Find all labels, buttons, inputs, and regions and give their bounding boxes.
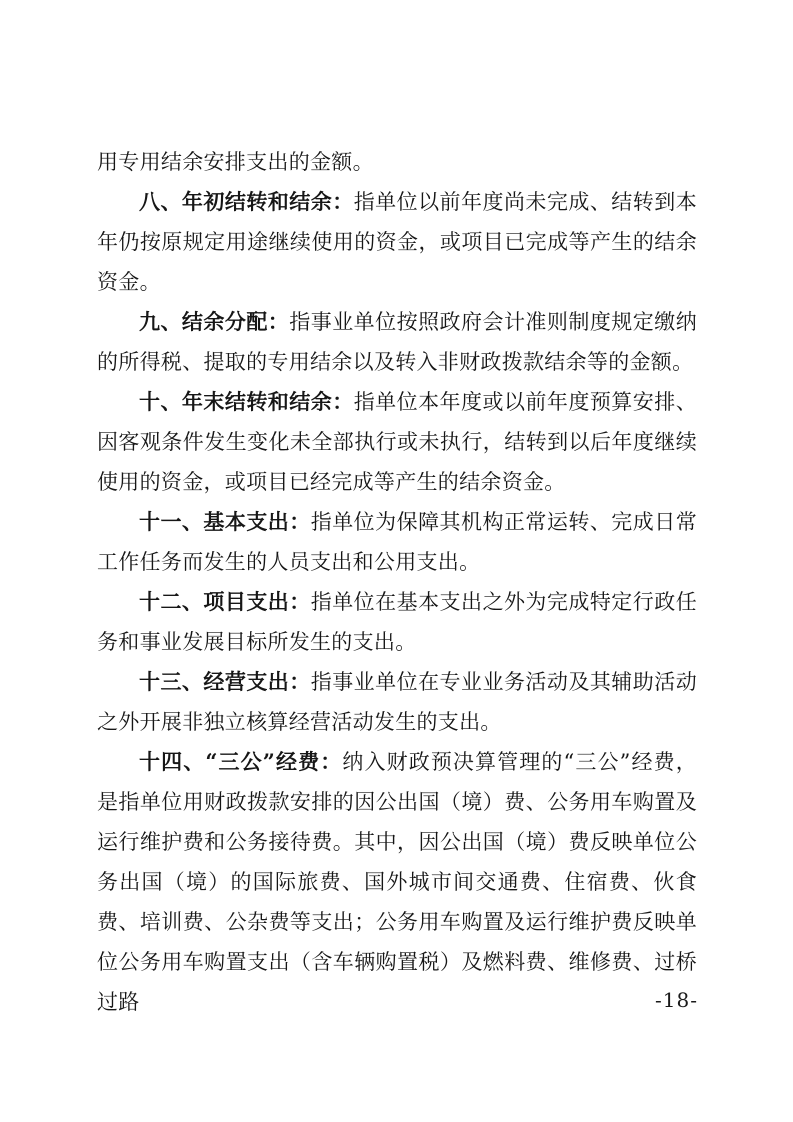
paragraph (97, 502, 697, 582)
paragraph-body: 指事业单位按照政府会计准则制度规定缴纳的所得税、提取的专用结余以及转入非财政拨款结余等的金额。 (97, 310, 697, 374)
paragraph-lead: 十一、基本支出： (139, 509, 311, 534)
page-number: -18- (655, 988, 698, 1012)
paragraph (97, 582, 697, 662)
paragraph-body: 指单位为保障其机构正常运转、完成日常工作任务而发生的人员支出和公用支出。 (97, 510, 697, 574)
paragraph-body: 用专用结余安排支出的金额。 (97, 150, 374, 174)
paragraph-lead: 八、年初结转和结余： (139, 189, 354, 214)
paragraph (97, 742, 697, 1022)
paragraph-lead: 十三、经营支出： (139, 669, 311, 694)
paragraph-lead: 十、年末结转和结余： (139, 389, 354, 414)
document-body (97, 142, 697, 1022)
paragraph-lead: 十二、项目支出： (139, 589, 311, 614)
paragraph (97, 302, 697, 382)
paragraph-body: 指事业单位在专业业务活动及其辅助活动之外开展非独立核算经营活动发生的支出。 (97, 670, 697, 734)
paragraph-body: 纳入财政预决算管理的“三公”经费，是指单位用财政拨款安排的因公出国（境）费、公务用车购置及运行维护费和公务接待费。其中，因公出国（境）费反映单位公务出国（境）的国际旅费、国外城市间交通费、住宿费、伙食费、培训费、公杂费等支出；公务用车购置及运行维护费反映单位公务用车购置支出（含车辆购置税）及燃料费、维修费、过桥过路 (97, 750, 697, 1014)
paragraph-body: 指单位在基本支出之外为完成特定行政任务和事业发展目标所发生的支出。 (97, 590, 697, 654)
paragraph (97, 182, 697, 302)
paragraph (97, 662, 697, 742)
paragraph-body: 指单位本年度或以前年度预算安排、因客观条件发生变化未全部执行或未执行，结转到以后年度继续使用的资金，或项目已经完成等产生的结余资金。 (97, 390, 697, 494)
paragraph (97, 382, 697, 502)
paragraph (97, 142, 697, 182)
paragraph-body: 指单位以前年度尚未完成、结转到本年仍按原规定用途继续使用的资金，或项目已完成等产生的结余资金。 (97, 190, 697, 294)
paragraph-lead: 十四、“三公”经费： (139, 749, 343, 774)
paragraph-lead: 九、结余分配： (139, 309, 290, 334)
